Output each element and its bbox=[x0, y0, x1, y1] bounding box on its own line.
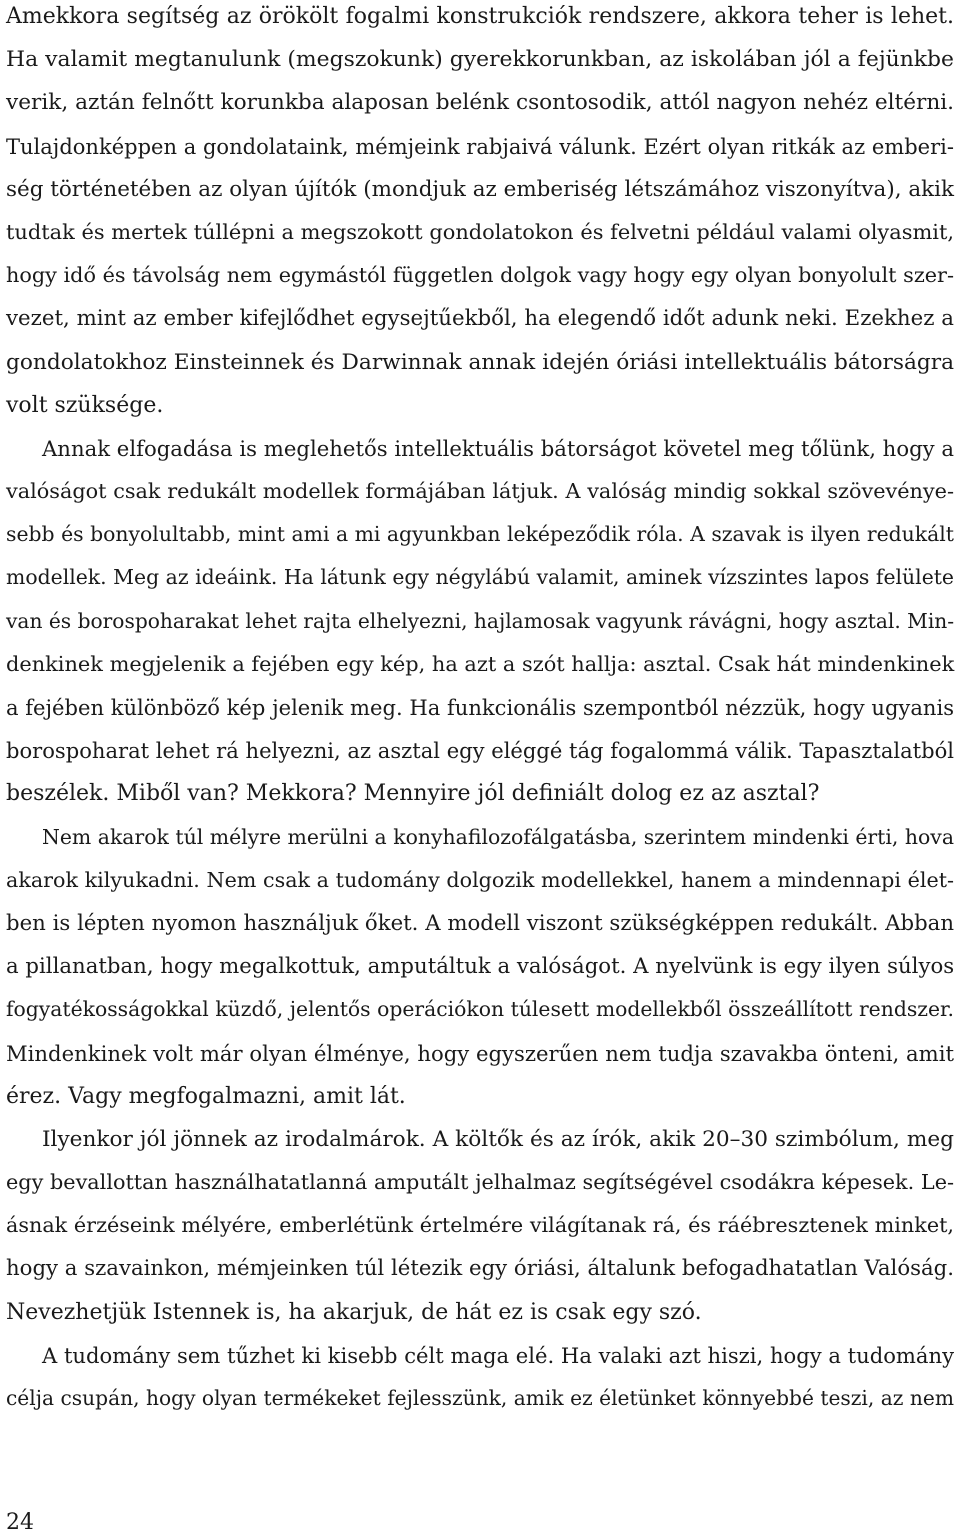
text-line: hogy idő és távolság nem egymástól független dolgok vagy hogy egy olyan bonyolult szer- bbox=[6, 263, 954, 288]
text-line: Tulajdonképpen a gondolataink, mémjeink rabjaivá válunk. Ezért olyan ritkák az emberi- bbox=[6, 133, 954, 159]
text-line: gondolatokhoz Einsteinnek és Darwinnak annak idején óriási intellektuális bátorságra bbox=[6, 349, 954, 375]
text-line: modellek. Meg az ideáink. Ha látunk egy négylábú valamit, aminek vízszintes lapos felülete bbox=[6, 565, 954, 590]
text-line: beszélek. Miből van? Mekkora? Mennyire jól definiált dolog ez az asztal? bbox=[6, 781, 820, 807]
text-line: egy bevallottan használhatatlanná amputált jelhalmaz segítségével csodákra képesek. Le- bbox=[6, 1170, 954, 1195]
text-line: Annak elfogadása is meglehetős intellektuális bátorságot követel meg tőlünk, hogy a bbox=[42, 435, 954, 461]
text-line: sebb és bonyolultabb, mint ami a mi agyunkban leképeződik róla. A szavak is ilyen redukált bbox=[6, 522, 954, 547]
text-line: Mindenkinek volt már olyan élménye, hogy egyszerűen nem tudja szavakba önteni, amit bbox=[6, 1040, 954, 1066]
text-line: volt szüksége. bbox=[6, 392, 164, 418]
book-page bbox=[6, 0, 954, 1540]
text-line: vezet, mint az ember kifejlődhet egysejtűekből, ha elegendő időt adunk neki. Ezekhez a bbox=[6, 306, 954, 332]
text-line: denkinek megjelenik a fejében egy kép, ha azt a szót hallja: asztal. Csak hát mindenkinek bbox=[6, 651, 955, 676]
text-line: a fejében különböző kép jelenik meg. Ha funkcionális szempontból nézzük, hogy ugyanis bbox=[6, 695, 954, 720]
text-line: célja csupán, hogy olyan termékeket fejlesszünk, amik ez életünket könnyebbé teszi, az nem bbox=[6, 1386, 954, 1410]
text-line: hogy a szavainkon, mémjeinken túl létezik egy óriási, általunk befogadhatatlan Valóság. bbox=[6, 1256, 955, 1282]
text-line: verik, aztán felnőtt korunkba alaposan belénk csontosodik, attól nagyon nehéz eltérni. bbox=[6, 90, 955, 116]
text-line: valóságot csak redukált modellek formájában látjuk. A valóság mindig sokkal szövevénye- bbox=[6, 479, 954, 504]
text-line: A tudomány sem tűzhet ki kisebb célt maga elé. Ha valaki azt hiszi, hogy a tudomány bbox=[42, 1342, 954, 1368]
text-line: ásnak érzéseink mélyére, emberlétünk értelmére világítanak rá, és ráébresztenek minket, bbox=[6, 1213, 954, 1238]
text-line: ben is lépten nyomon használjuk őket. A modell viszont szükségképpen redukált. Abban bbox=[6, 910, 954, 936]
text-line: ség történetében az olyan újítók (mondjuk az emberiség létszámához viszonyítva), akik bbox=[6, 176, 954, 202]
page-number: 24 bbox=[6, 1510, 34, 1535]
text-line: borospoharat lehet rá helyezni, az asztal egy eléggé tág fogalommá válik. Tapasztalatból bbox=[6, 738, 955, 764]
text-line: érez. Vagy megfogalmazni, amit lát. bbox=[6, 1083, 406, 1109]
text-line: tudtak és mertek túllépni a megszokott gondolatokon és felvetni például valami olyasmit, bbox=[6, 219, 954, 244]
text-line: Nevezhetjük Istennek is, ha akarjuk, de hát ez is csak egy szó. bbox=[6, 1299, 702, 1325]
text-line: fogyatékosságokkal küzdő, jelentős operációkon túlesett modellekből összeállított rendszer. bbox=[6, 997, 954, 1022]
text-line: Ilyenkor jól jönnek az irodalmárok. A költők és az írók, akik 20–30 szimbólum, meg bbox=[42, 1126, 954, 1152]
text-line: akarok kilyukadni. Nem csak a tudomány dolgozik modellekkel, hanem a mindennapi élet- bbox=[6, 867, 954, 892]
text-line: Amekkora segítség az örökölt fogalmi konstrukciók rendszere, akkora teher is lehet. bbox=[6, 4, 954, 29]
text-line: Nem akarok túl mélyre merülni a konyhafilozofálgatásba, szerintem mindenki érti, hova bbox=[42, 824, 954, 849]
text-line: a pillanatban, hogy megalkottuk, amputáltuk a valóságot. A nyelvünk is egy ilyen súlyos bbox=[6, 954, 955, 980]
text-line: Ha valamit megtanulunk (megszokunk) gyerekkorunkban, az iskolában jól a fejünkbe bbox=[6, 47, 954, 73]
text-line: van és borospoharakat lehet rajta elhelyezni, hajlamosak vagyunk rávágni, hogy asztal. Min- bbox=[6, 608, 955, 633]
body-text bbox=[6, 0, 954, 1420]
